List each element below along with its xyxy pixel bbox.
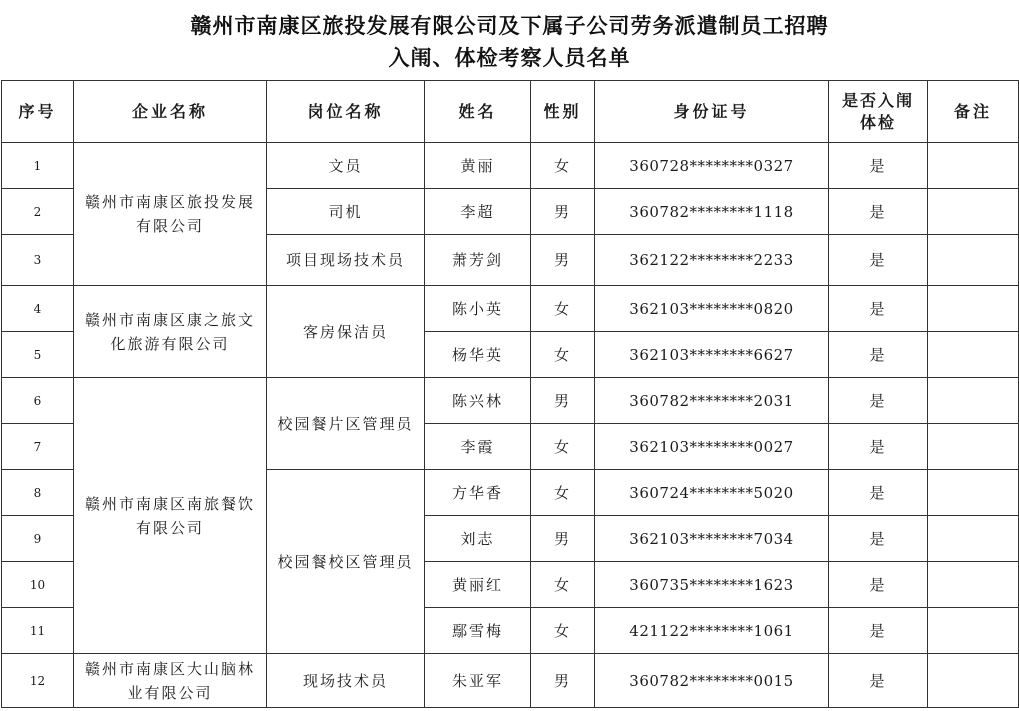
cell-name: 黄丽: [425, 143, 531, 189]
cell-position: 现场技术员: [267, 654, 425, 708]
cell-remark: [928, 562, 1019, 608]
cell-remark: [928, 424, 1019, 470]
cell-gender: 男: [531, 378, 595, 424]
cell-name: 李超: [425, 189, 531, 235]
header-company: 企业名称: [74, 81, 267, 143]
cell-position: 文员: [267, 143, 425, 189]
document-title-line1: 赣州市南康区旅投发展有限公司及下属子公司劳务派遣制员工招聘: [190, 14, 829, 38]
cell-id-number: 360782********0015: [595, 654, 829, 708]
cell-position: 项目现场技术员: [267, 235, 425, 286]
cell-name: 刘志: [425, 516, 531, 562]
cell-checked: 是: [829, 470, 928, 516]
cell-checked: 是: [829, 562, 928, 608]
cell-checked: 是: [829, 654, 928, 708]
cell-company: 赣州市南康区康之旅文化旅游有限公司: [74, 286, 267, 378]
cell-gender: 女: [531, 470, 595, 516]
cell-name: 萧芳剑: [425, 235, 531, 286]
cell-name: 陈兴林: [425, 378, 531, 424]
cell-seq: 3: [2, 235, 74, 286]
cell-remark: [928, 332, 1019, 378]
cell-seq: 6: [2, 378, 74, 424]
cell-name: 黄丽红: [425, 562, 531, 608]
cell-checked: 是: [829, 189, 928, 235]
cell-name: 朱亚军: [425, 654, 531, 708]
cell-checked: 是: [829, 608, 928, 654]
cell-position: 校园餐片区管理员: [267, 378, 425, 470]
cell-remark: [928, 470, 1019, 516]
document-title-line2: 入闱、体检考察人员名单: [388, 46, 631, 70]
cell-id-number: 360728********0327: [595, 143, 829, 189]
cell-seq: 5: [2, 332, 74, 378]
cell-checked: 是: [829, 332, 928, 378]
table-row: [2, 143, 1019, 189]
cell-gender: 女: [531, 332, 595, 378]
cell-seq: 1: [2, 143, 74, 189]
table-header-row: [2, 81, 1019, 143]
cell-gender: 女: [531, 286, 595, 332]
cell-id-number: 362103********0027: [595, 424, 829, 470]
cell-position: 校园餐校区管理员: [267, 470, 425, 654]
cell-name: 李霞: [425, 424, 531, 470]
header-checked: [829, 81, 928, 143]
cell-seq: 8: [2, 470, 74, 516]
cell-seq: 12: [2, 654, 74, 708]
cell-gender: 女: [531, 143, 595, 189]
table-row: [2, 286, 1019, 332]
cell-gender: 男: [531, 235, 595, 286]
cell-seq: 10: [2, 562, 74, 608]
table-row: [2, 654, 1019, 708]
cell-gender: 女: [531, 424, 595, 470]
header-checked-label: 是否入闱体检: [842, 90, 915, 132]
cell-id-number: 362103********6627: [595, 332, 829, 378]
header-remark: 备注: [928, 81, 1019, 143]
header-name: 姓名: [425, 81, 531, 143]
cell-checked: 是: [829, 424, 928, 470]
cell-remark: [928, 378, 1019, 424]
cell-checked: 是: [829, 235, 928, 286]
cell-seq: 11: [2, 608, 74, 654]
cell-remark: [928, 235, 1019, 286]
header-seq: 序号: [2, 81, 74, 143]
cell-gender: 女: [531, 562, 595, 608]
cell-company: 赣州市南康区旅投发展有限公司: [74, 143, 267, 286]
cell-company: 赣州市南康区大山脑林业有限公司: [74, 654, 267, 708]
header-id-number: 身份证号: [595, 81, 829, 143]
cell-name: 方华香: [425, 470, 531, 516]
cell-name: 鄢雪梅: [425, 608, 531, 654]
cell-remark: [928, 189, 1019, 235]
cell-checked: 是: [829, 378, 928, 424]
cell-remark: [928, 516, 1019, 562]
header-position: 岗位名称: [267, 81, 425, 143]
cell-seq: 2: [2, 189, 74, 235]
cell-gender: 男: [531, 654, 595, 708]
cell-company: 赣州市南康区南旅餐饮有限公司: [74, 378, 267, 654]
cell-gender: 男: [531, 189, 595, 235]
cell-id-number: 360724********5020: [595, 470, 829, 516]
cell-remark: [928, 143, 1019, 189]
cell-seq: 4: [2, 286, 74, 332]
cell-checked: 是: [829, 516, 928, 562]
cell-gender: 女: [531, 608, 595, 654]
cell-id-number: 362103********0820: [595, 286, 829, 332]
cell-remark: [928, 608, 1019, 654]
cell-id-number: 360782********2031: [595, 378, 829, 424]
candidate-table: [1, 80, 1019, 708]
cell-id-number: 362103********7034: [595, 516, 829, 562]
cell-remark: [928, 286, 1019, 332]
cell-name: 陈小英: [425, 286, 531, 332]
cell-remark: [928, 654, 1019, 708]
cell-seq: 7: [2, 424, 74, 470]
cell-name: 杨华英: [425, 332, 531, 378]
cell-id-number: 421122********1061: [595, 608, 829, 654]
table-row: [2, 378, 1019, 424]
cell-id-number: 362122********2233: [595, 235, 829, 286]
cell-gender: 男: [531, 516, 595, 562]
cell-id-number: 360782********1118: [595, 189, 829, 235]
cell-id-number: 360735********1623: [595, 562, 829, 608]
header-gender: 性别: [531, 81, 595, 143]
cell-position: 司机: [267, 189, 425, 235]
cell-position: 客房保洁员: [267, 286, 425, 378]
cell-seq: 9: [2, 516, 74, 562]
cell-checked: 是: [829, 143, 928, 189]
cell-checked: 是: [829, 286, 928, 332]
